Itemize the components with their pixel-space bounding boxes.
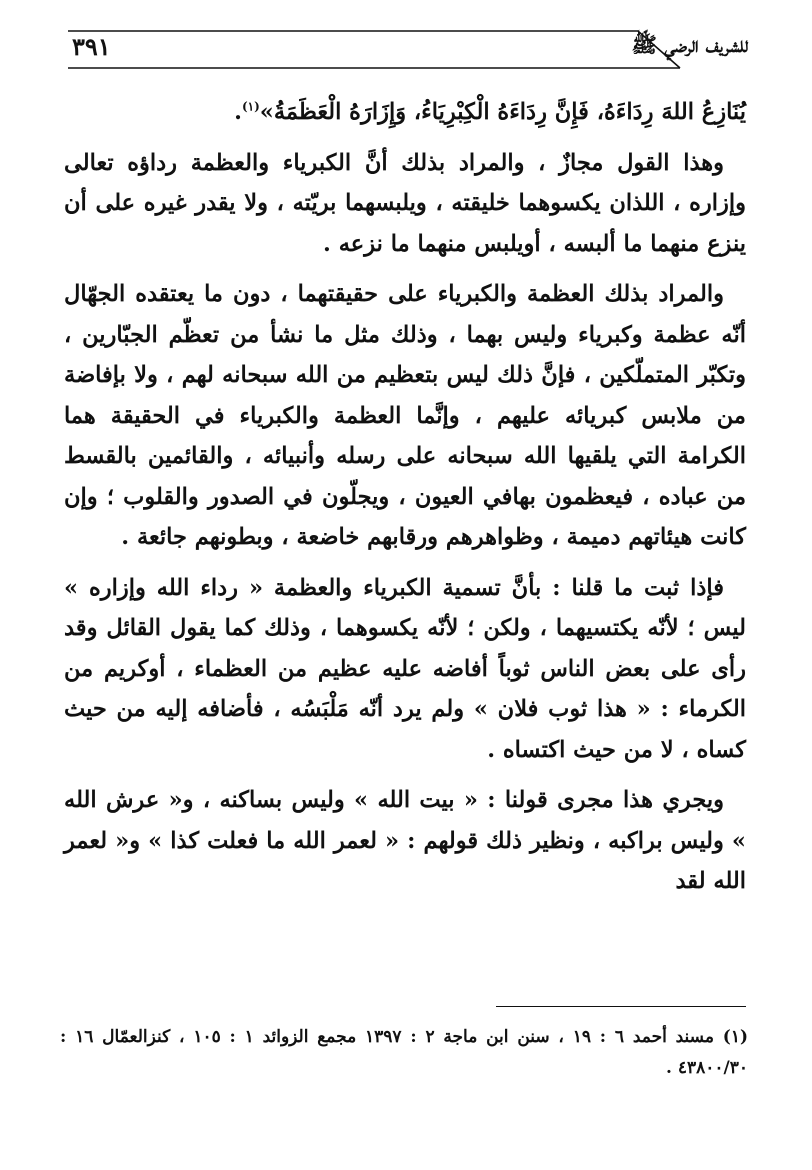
paragraph-5: ويجري هذا مجرى قولنا : « بيت الله » وليس بساكنه ، و« عرش الله » وليس براكبه ، ونظير ذلك قولهم : « لعمر الله ما فعلت كذا » و« لعمر الله لقد <box>64 787 746 894</box>
paragraph-4: فإذا ثبت ما قلنا : بأنَّ تسمية الكبرياء والعظمة « رداء الله وإزاره » ليس ؛ لأنّه يكتسيهما ، ولكن ؛ لأنّه يكسوهما ، وذلك كما يقول القائل وقد رأى على بعض الناس ثوباً أفاضه عليه عظيم من العظماء ، أوكريم من الكرماء : « هذا ثوب فلان » ولم يرد أنّه مَلْبَسُه ، فأضافه إليه من حيث كساه ، لا من حيث اكتساه . <box>64 574 746 763</box>
running-title: للشريف الرضي ﷺ <box>631 32 748 57</box>
page-header <box>68 24 748 74</box>
footnote-ref: (١) <box>241 99 260 114</box>
paragraph-1-end: . <box>234 99 242 125</box>
hadith-quote: يُنَازِعُ اللهَ رِدَاءَهُ، فَإِنَّ رِدَاءَهُ الْكِبْرِيَاءُ، وَإِزَارَهُ الْعَظَمَةُ» <box>259 99 746 125</box>
footnote-separator <box>496 1006 746 1007</box>
main-text <box>64 92 746 912</box>
footnote: (١) مسند أحمد ٦ : ١٩ ، سنن ابن ماجة ٢ : ١٣٩٧ مجمع الزوائد ١ : ١٠٥ ، كنزالعمّال ١٦ : ٤٣٨٠٠/٣٠ . <box>60 1027 748 1078</box>
paragraph-1 <box>64 92 746 133</box>
page-number: ٣٩١ <box>72 32 111 61</box>
paragraph-3: والمراد بذلك العظمة والكبرياء على حقيقتهما ، دون ما يعتقده الجهّال أنّه عظمة وكبرياء وليس بهما ، وذلك مثل ما نشأ من تعظّم الجبّارين ، وتكبّر المتملّكين ، فإنَّ ذلك ليس بتعظيم من الله سبحانه لهم ، ولا بإفاضة من ملابس كبريائه عليهم ، وإنَّما العظمة والكبرياء في الحقيقة هما الكرامة التي يلقيها الله سبحانه على رسله وأنبيائه ، والقائمين بالقسط من عباده ، فيعظمون بهافي العيون ، ويجلّون في الصدور والقلوب ؛ وإن كانت هيئاتهم دميمة ، وظواهرهم ورقابهم خاضعة ، وبطونهم جائعة . <box>64 281 746 550</box>
paragraph-2: وهذا القول مجازٌ ، والمراد بذلك أنَّ الكبرياء والعظمة رداؤه تعالى وإزاره ، اللذان يكسوهما خليقته ، ويلبسهما بريّته ، ولا يقدر غيره على أن ينزع منهما ما ألبسه ، أويلبس منهما ما نزعه . <box>64 149 746 257</box>
